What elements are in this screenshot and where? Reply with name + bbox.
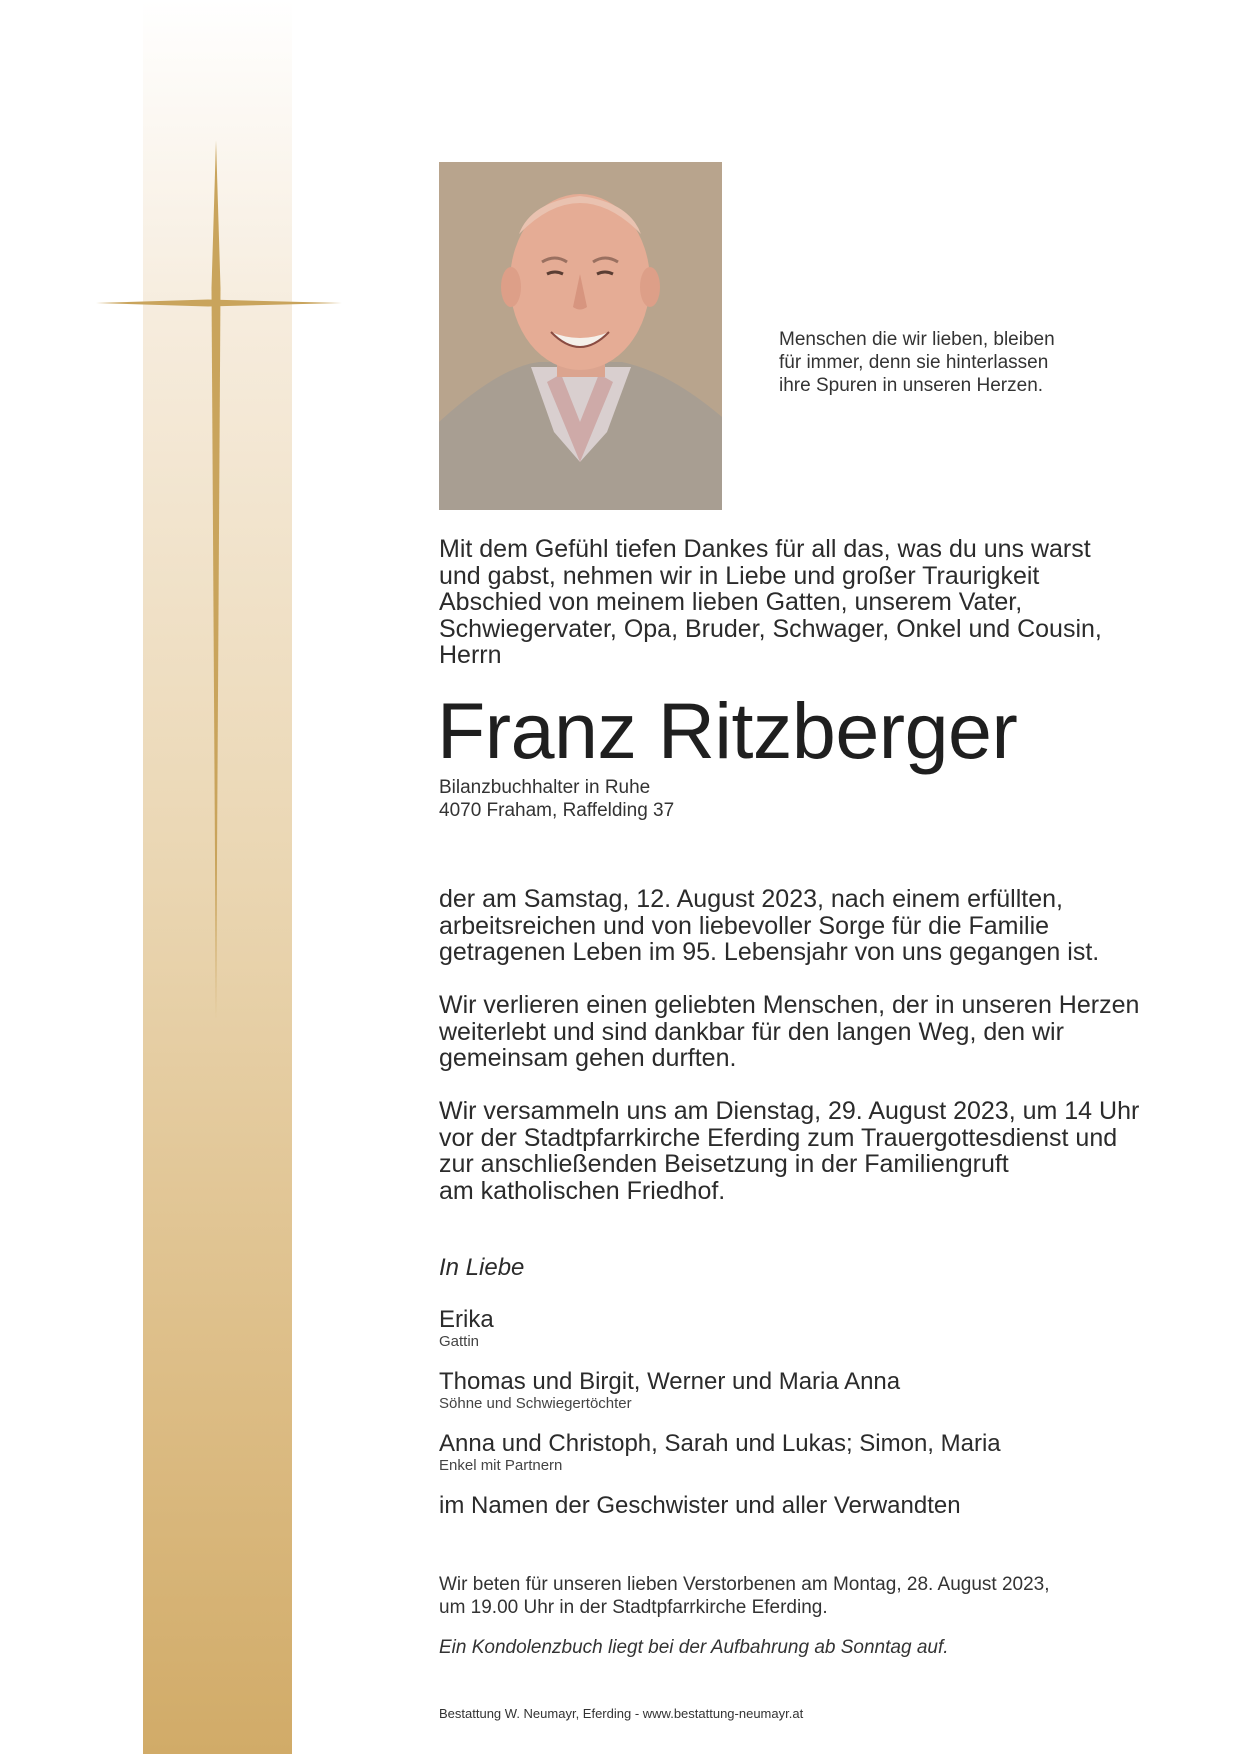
mourner-name: Thomas und Birgit, Werner und Maria Anna bbox=[439, 1368, 901, 1395]
mourner-role: Enkel mit Partnern bbox=[439, 1457, 563, 1474]
paragraph-line: arbeitsreichen und von liebevoller Sorge für die Familie bbox=[439, 911, 1050, 940]
intro-text bbox=[439, 536, 1139, 669]
quote-line: ihre Spuren in unseren Herzen. bbox=[779, 375, 1044, 396]
memory-paragraph bbox=[439, 992, 1159, 1072]
deceased-profession: Bilanzbuchhalter in Ruhe bbox=[439, 777, 651, 798]
mourner-role: Gattin bbox=[439, 1333, 480, 1350]
deceased-name: Franz Ritzberger bbox=[437, 686, 1018, 775]
in-liebe-heading: In Liebe bbox=[439, 1254, 525, 1281]
intro-line: Abschied von meinem lieben Gatten, unserem Vater, bbox=[439, 588, 1023, 616]
funeral-paragraph bbox=[439, 1098, 1159, 1204]
mourner-entry bbox=[439, 1368, 1159, 1412]
paragraph-line: am katholischen Friedhof. bbox=[439, 1176, 726, 1205]
intro-line: und gabst, nehmen wir in Liebe und großer Traurigkeit bbox=[439, 561, 1040, 590]
intro-line: Schwiegervater, Opa, Bruder, Schwager, Onkel und Cousin, bbox=[439, 614, 1102, 643]
paragraph-line: Wir verlieren einen geliebten Menschen, der in unseren Herzen bbox=[439, 991, 1140, 1019]
paragraph-line: zur anschließenden Beisetzung in der Familiengruft bbox=[439, 1150, 1009, 1178]
condolence-notice: Ein Kondolenzbuch liegt bei der Aufbahrung ab Sonntag auf. bbox=[439, 1637, 949, 1658]
funeral-home-footer: Bestattung W. Neumayr, Eferding - www.bestattung-neumayr.at bbox=[439, 1706, 804, 1721]
paragraph-line: der am Samstag, 12. August 2023, nach einem erfüllten, bbox=[439, 885, 1063, 913]
paragraph-line: weiterlebt und sind dankbar für den langen Weg, den wir bbox=[439, 1017, 1064, 1046]
paragraph-line: Wir versammeln uns am Dienstag, 29. August 2023, um 14 Uhr bbox=[439, 1097, 1140, 1125]
mourner-entry bbox=[439, 1430, 1159, 1474]
paragraph-line: vor der Stadtpfarrkirche Eferding zum Trauergottesdienst und bbox=[439, 1123, 1118, 1152]
quote-line: für immer, denn sie hinterlassen bbox=[779, 352, 1049, 373]
memorial-quote bbox=[779, 328, 1099, 397]
mourner-role: Söhne und Schwiegertöchter bbox=[439, 1395, 632, 1412]
deceased-details bbox=[439, 776, 1039, 822]
portrait-photo bbox=[439, 162, 722, 510]
prayer-line: Wir beten für unseren lieben Verstorbenen am Montag, 28. August 2023, bbox=[439, 1574, 1050, 1595]
prayer-notice bbox=[439, 1573, 1139, 1619]
prayer-line: um 19.00 Uhr in der Stadtpfarrkirche Eferding. bbox=[439, 1597, 828, 1618]
intro-line: Mit dem Gefühl tiefen Dankes für all das, was du uns warst bbox=[439, 535, 1091, 563]
cross-icon bbox=[96, 140, 342, 1020]
paragraph-line: gemeinsam gehen durften. bbox=[439, 1044, 737, 1072]
intro-line: Herrn bbox=[439, 641, 502, 669]
mourner-entry bbox=[439, 1492, 1159, 1520]
mourner-name: Erika bbox=[439, 1306, 494, 1333]
mourner-name: Anna und Christoph, Sarah und Lukas; Simon, Maria bbox=[439, 1430, 1001, 1457]
death-paragraph bbox=[439, 886, 1159, 966]
mourner-entry bbox=[439, 1306, 1159, 1350]
mourner-name: im Namen der Geschwister und aller Verwandten bbox=[439, 1492, 961, 1519]
deceased-address: 4070 Fraham, Raffelding 37 bbox=[439, 800, 675, 821]
quote-line: Menschen die wir lieben, bleiben bbox=[779, 329, 1055, 350]
paragraph-line: getragenen Leben im 95. Lebensjahr von uns gegangen ist. bbox=[439, 938, 1100, 966]
